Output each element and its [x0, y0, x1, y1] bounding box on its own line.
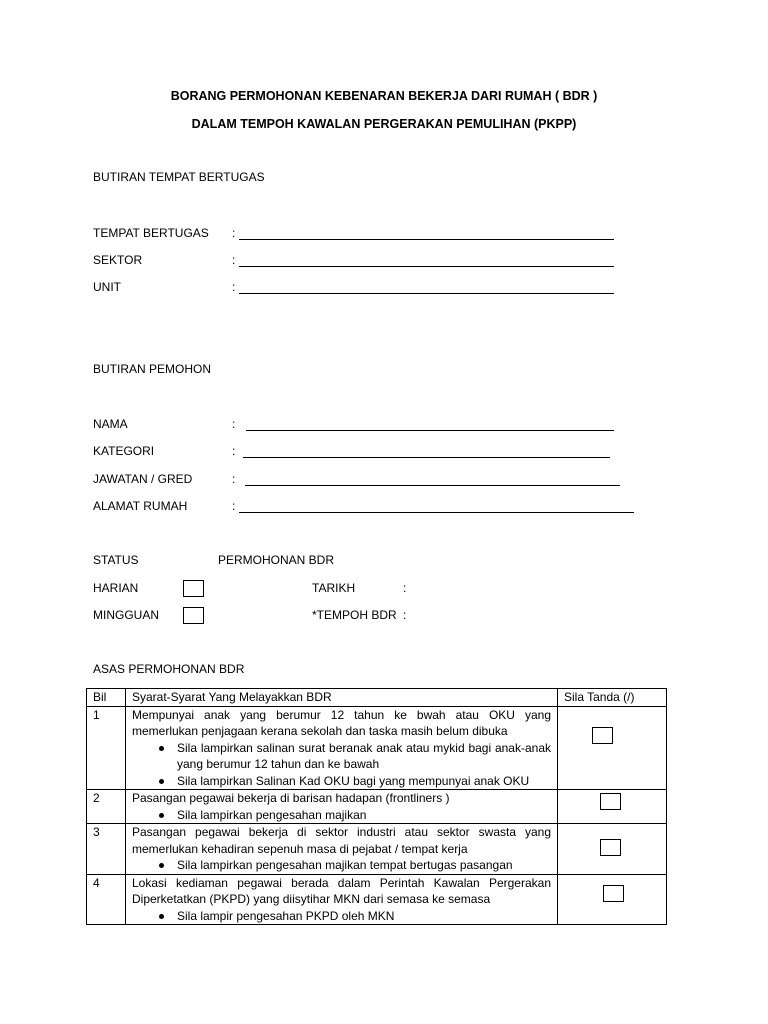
tempoh-colon: : [403, 608, 407, 622]
bullet-list [132, 740, 551, 790]
table-row [87, 706, 667, 790]
tempoh-bdr-label: *TEMPOH BDR [312, 608, 397, 622]
list-item: Sila lampirkan pengesahan majikan tempat bertugas pasangan [177, 857, 551, 874]
row-text: Mempunyai anak yang berumur 12 tahun ke bwah atau OKU yang memerlukan penjagaan kerana sekolah dan taska masih belum dibuka [132, 707, 551, 738]
field-label-unit: UNIT [93, 280, 121, 294]
tarikh-label: TARIKH [312, 581, 356, 595]
row-bil: 1 [87, 706, 126, 790]
field-colon: : [232, 499, 236, 513]
field-label-tempat-bertugas: TEMPAT BERTUGAS [93, 226, 209, 240]
tick-checkbox-3[interactable] [600, 839, 621, 856]
harian-label: HARIAN [93, 581, 139, 595]
tick-checkbox-2[interactable] [600, 793, 621, 810]
bullet-list [132, 857, 551, 874]
form-subtitle: DALAM TEMPOH KAWALAN PERGERAKAN PEMULIHAN (PKPP) [191, 117, 577, 131]
row-bil: 2 [87, 790, 126, 824]
table-row [87, 874, 667, 925]
list-item: Sila lampirkan pengesahan majikan [177, 807, 551, 824]
alamat-input-line[interactable] [239, 512, 634, 513]
tick-checkbox-1[interactable] [592, 727, 613, 744]
harian-checkbox[interactable] [183, 580, 204, 597]
field-label-jawatan-gred: JAWATAN / GRED [93, 472, 193, 486]
section-heading-pemohon: BUTIRAN PEMOHON [93, 362, 212, 376]
kategori-input-line[interactable] [243, 457, 610, 458]
table-header-row [87, 689, 667, 707]
section-heading-tempat-bertugas: BUTIRAN TEMPAT BERTUGAS [93, 170, 265, 184]
field-colon: : [232, 444, 236, 458]
sektor-input-line[interactable] [239, 266, 614, 267]
tarikh-colon: : [403, 581, 407, 595]
section-heading-asas: ASAS PERMOHONAN BDR [93, 662, 245, 676]
field-label-kategori: KATEGORI [93, 444, 155, 458]
field-label-sektor: SEKTOR [93, 253, 143, 267]
row-bil: 3 [87, 824, 126, 875]
list-item: Sila lampirkan salinan surat beranak anak atau mykid bagi anak-anak yang berumur 12 tahun dan ke bawah [177, 740, 551, 771]
form-title: BORANG PERMOHONAN KEBENARAN BEKERJA DARI RUMAH ( BDR ) [170, 89, 598, 103]
list-item: Sila lampirkan Salinan Kad OKU bagi yang mempunyai anak OKU [177, 773, 551, 790]
asas-table [86, 688, 667, 925]
header-tanda: Sila Tanda (/) [558, 689, 667, 707]
field-colon: : [232, 253, 236, 267]
permohonan-bdr-label: PERMOHONAN BDR [218, 553, 335, 567]
header-bil: Bil [87, 689, 126, 707]
row-text: Pasangan pegawai bekerja di barisan hadapan (frontliners ) [132, 791, 450, 805]
field-colon: : [232, 226, 236, 240]
table-row [87, 824, 667, 875]
field-colon: : [232, 417, 236, 431]
field-label-nama: NAMA [93, 417, 128, 431]
bullet-list [132, 908, 551, 925]
field-label-alamat-rumah: ALAMAT RUMAH [93, 499, 188, 513]
row-text: Lokasi kediaman pegawai berada dalam Perintah Kawalan Pergerakan Diperketatkan (PKPD) yang diisytihar MKN dari semasa ke semasa [132, 875, 551, 906]
jawatan-input-line[interactable] [245, 485, 620, 486]
unit-input-line[interactable] [239, 293, 614, 294]
bullet-list [132, 807, 551, 824]
nama-input-line[interactable] [246, 430, 614, 431]
list-item: Sila lampir pengesahan PKPD oleh MKN [177, 908, 551, 925]
status-label: STATUS [93, 553, 139, 567]
tick-checkbox-4[interactable] [603, 885, 624, 902]
header-syarat: Syarat-Syarat Yang Melayakkan BDR [126, 689, 558, 707]
tempat-bertugas-input-line[interactable] [239, 239, 614, 240]
mingguan-label: MINGGUAN [93, 608, 159, 622]
table-row [87, 790, 667, 824]
mingguan-checkbox[interactable] [183, 607, 204, 624]
field-colon: : [232, 472, 236, 486]
row-text: Pasangan pegawai bekerja di sektor industri atau sektor swasta yang memerlukan kehadiran sepenuh masa di pejabat / tempat kerja [132, 825, 551, 856]
field-colon: : [232, 280, 236, 294]
row-bil: 4 [87, 874, 126, 925]
